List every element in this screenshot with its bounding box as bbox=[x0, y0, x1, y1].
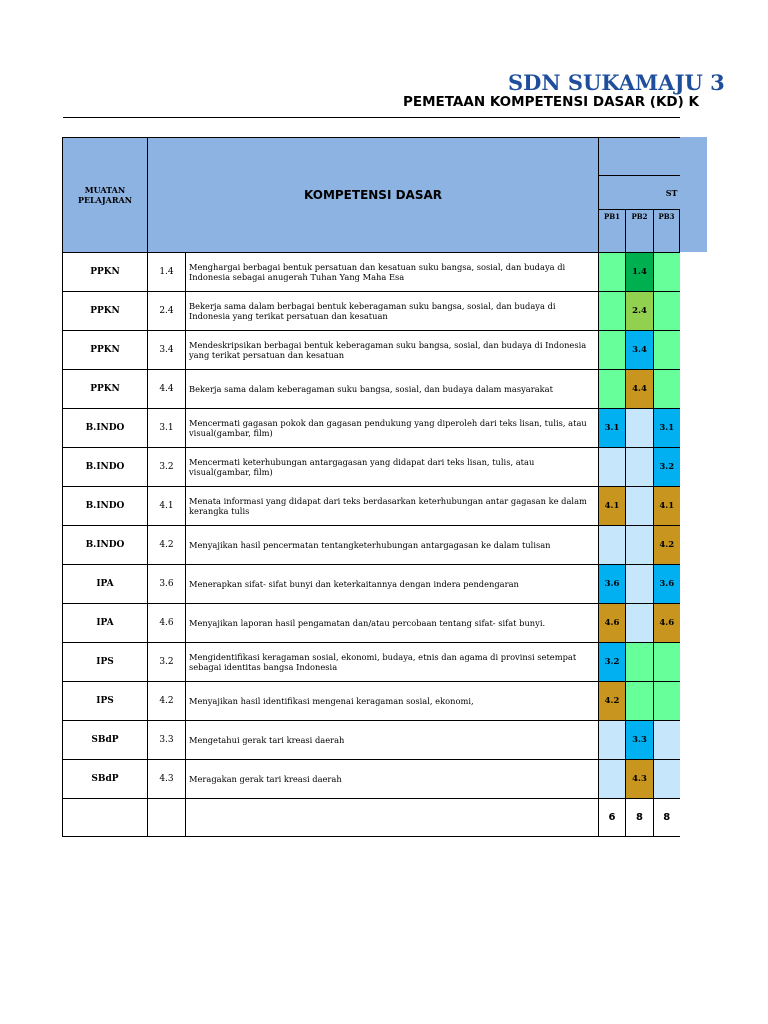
pb3-cell: 3.6 bbox=[654, 565, 680, 604]
pb1-cell: 3.1 bbox=[599, 409, 626, 448]
kd-code-cell: 3.2 bbox=[148, 448, 186, 487]
table-row bbox=[63, 409, 680, 448]
kd-description-cell: Mencermati gagasan pokok dan gagasan pendukung yang diperoleh dari teks lisan, tulis, atau visual(gambar, film) bbox=[186, 409, 599, 448]
pb2-cell: 4.4 bbox=[626, 370, 654, 409]
pb3-cell: 3.2 bbox=[654, 448, 680, 487]
pb3-cell: 4.6 bbox=[654, 604, 680, 643]
table-row bbox=[63, 370, 680, 409]
header-rule bbox=[63, 117, 680, 118]
kd-code-cell: 4.4 bbox=[148, 370, 186, 409]
pb1-cell bbox=[599, 721, 626, 760]
pb3-cell bbox=[654, 643, 680, 682]
table-row bbox=[63, 448, 680, 487]
pb1-cell bbox=[599, 760, 626, 799]
kd-description-cell: Meragakan gerak tari kreasi daerah bbox=[186, 760, 599, 799]
pb3-cell bbox=[654, 253, 680, 292]
kd-description-cell: Bekerja sama dalam berbagai bentuk keberagaman suku bangsa, sosial, dan budaya di Indonesia yang terikat persatuan dan kesatuan bbox=[186, 292, 599, 331]
subject-cell: PPKN bbox=[63, 253, 148, 292]
pb3-cell: 4.1 bbox=[654, 487, 680, 526]
kd-code-cell: 4.6 bbox=[148, 604, 186, 643]
subject-cell: PPKN bbox=[63, 331, 148, 370]
total-pb3: 8 bbox=[654, 799, 680, 837]
header-st: ST bbox=[599, 176, 680, 210]
pb1-cell bbox=[599, 253, 626, 292]
kd-description-cell: Menyajikan hasil pencermatan tentangketerhubungan antargagasan ke dalam tulisan bbox=[186, 526, 599, 565]
subject-cell: SBdP bbox=[63, 721, 148, 760]
pb1-cell: 3.6 bbox=[599, 565, 626, 604]
kd-code-cell: 4.2 bbox=[148, 682, 186, 721]
kd-code-cell: 2.4 bbox=[148, 292, 186, 331]
kd-description-cell: Menyajikan laporan hasil pengamatan dan/atau percobaan tentang sifat- sifat bunyi. bbox=[186, 604, 599, 643]
subject-cell: B.INDO bbox=[63, 448, 148, 487]
subject-cell: IPS bbox=[63, 682, 148, 721]
pb3-cell bbox=[654, 292, 680, 331]
pb1-cell bbox=[599, 292, 626, 331]
pb2-cell: 3.4 bbox=[626, 331, 654, 370]
kd-code-cell: 1.4 bbox=[148, 253, 186, 292]
document-subtitle: PEMETAAN KOMPETENSI DASAR (KD) K bbox=[403, 94, 699, 110]
pb3-cell bbox=[654, 682, 680, 721]
pb3-cell bbox=[654, 370, 680, 409]
kd-description-cell: Menata informasi yang didapat dari teks berdasarkan keterhubungan antar gagasan ke dalam kerangka tulis bbox=[186, 487, 599, 526]
pb2-cell bbox=[626, 487, 654, 526]
total-pb1: 6 bbox=[599, 799, 626, 837]
pb2-cell: 4.3 bbox=[626, 760, 654, 799]
kd-description-cell: Menghargai berbagai bentuk persatuan dan kesatuan suku bangsa, sosial, dan budaya di Indonesia sebagai anugerah Tuhan Yang Maha Esa bbox=[186, 253, 599, 292]
pb1-cell bbox=[599, 370, 626, 409]
kd-mapping-table bbox=[62, 137, 680, 837]
subject-cell: PPKN bbox=[63, 370, 148, 409]
subject-cell: SBdP bbox=[63, 760, 148, 799]
header-pb2: PB2 bbox=[626, 210, 654, 253]
subject-cell: IPA bbox=[63, 604, 148, 643]
pb2-cell bbox=[626, 565, 654, 604]
kd-description-cell: Mengetahui gerak tari kreasi daerah bbox=[186, 721, 599, 760]
pb1-cell: 4.2 bbox=[599, 682, 626, 721]
pb2-cell bbox=[626, 682, 654, 721]
pb3-cell bbox=[654, 331, 680, 370]
header-group-top bbox=[599, 138, 680, 176]
pb2-cell: 2.4 bbox=[626, 292, 654, 331]
pb3-cell: 4.2 bbox=[654, 526, 680, 565]
kd-code-cell: 3.6 bbox=[148, 565, 186, 604]
totals-row bbox=[63, 799, 680, 837]
total-pb2: 8 bbox=[626, 799, 654, 837]
pb3-cell bbox=[654, 760, 680, 799]
pb3-cell bbox=[654, 721, 680, 760]
table-row bbox=[63, 292, 680, 331]
table-row bbox=[63, 565, 680, 604]
subject-cell: B.INDO bbox=[63, 526, 148, 565]
kd-code-cell: 3.2 bbox=[148, 643, 186, 682]
subject-cell: PPKN bbox=[63, 292, 148, 331]
subject-cell: IPA bbox=[63, 565, 148, 604]
subject-cell: IPS bbox=[63, 643, 148, 682]
subject-cell: B.INDO bbox=[63, 487, 148, 526]
header-pb3: PB3 bbox=[654, 210, 680, 253]
pb2-cell: 1.4 bbox=[626, 253, 654, 292]
header-extension bbox=[680, 137, 707, 252]
pb1-cell: 3.2 bbox=[599, 643, 626, 682]
table-row bbox=[63, 721, 680, 760]
school-title: SDN SUKAMAJU 3 bbox=[508, 70, 725, 95]
kd-code-cell: 3.1 bbox=[148, 409, 186, 448]
table-row bbox=[63, 526, 680, 565]
pb2-cell bbox=[626, 643, 654, 682]
header-pb1: PB1 bbox=[599, 210, 626, 253]
kd-description-cell: Mengidentifikasi keragaman sosial, ekonomi, budaya, etnis dan agama di provinsi setempat sebagai identitas bangsa Indonesia bbox=[186, 643, 599, 682]
pb2-cell bbox=[626, 526, 654, 565]
table-row bbox=[63, 487, 680, 526]
pb2-cell bbox=[626, 448, 654, 487]
pb1-cell: 4.6 bbox=[599, 604, 626, 643]
pb2-cell bbox=[626, 409, 654, 448]
totals-empty-cell bbox=[148, 799, 186, 837]
pb2-cell: 3.3 bbox=[626, 721, 654, 760]
pb3-cell: 3.1 bbox=[654, 409, 680, 448]
pb2-cell bbox=[626, 604, 654, 643]
pb1-cell bbox=[599, 331, 626, 370]
header-muatan: MUATAN PELAJARAN bbox=[63, 138, 148, 253]
pb1-cell bbox=[599, 448, 626, 487]
subject-cell: B.INDO bbox=[63, 409, 148, 448]
totals-empty-cell bbox=[63, 799, 148, 837]
kd-code-cell: 3.4 bbox=[148, 331, 186, 370]
kd-code-cell: 4.1 bbox=[148, 487, 186, 526]
kd-code-cell: 4.3 bbox=[148, 760, 186, 799]
pb1-cell: 4.1 bbox=[599, 487, 626, 526]
pb1-cell bbox=[599, 526, 626, 565]
kd-description-cell: Bekerja sama dalam keberagaman suku bangsa, sosial, dan budaya dalam masyarakat bbox=[186, 370, 599, 409]
table-row bbox=[63, 643, 680, 682]
kd-code-cell: 3.3 bbox=[148, 721, 186, 760]
kd-code-cell: 4.2 bbox=[148, 526, 186, 565]
table-row bbox=[63, 253, 680, 292]
totals-empty-cell bbox=[186, 799, 599, 837]
table-row bbox=[63, 682, 680, 721]
kd-description-cell: Mendeskripsikan berbagai bentuk keberagaman suku bangsa, sosial, dan budaya di Indonesia yang terikat persatuan dan kesatuan bbox=[186, 331, 599, 370]
kd-description-cell: Menyajikan hasil identifikasi mengenai keragaman sosial, ekonomi, bbox=[186, 682, 599, 721]
table-row bbox=[63, 604, 680, 643]
header-kompetensi-dasar: KOMPETENSI DASAR bbox=[148, 138, 599, 253]
kd-description-cell: Menerapkan sifat- sifat bunyi dan keterkaitannya dengan indera pendengaran bbox=[186, 565, 599, 604]
kd-description-cell: Mencermati keterhubungan antargagasan yang didapat dari teks lisan, tulis, atau visual(gambar, film) bbox=[186, 448, 599, 487]
table-row bbox=[63, 760, 680, 799]
table-row bbox=[63, 331, 680, 370]
